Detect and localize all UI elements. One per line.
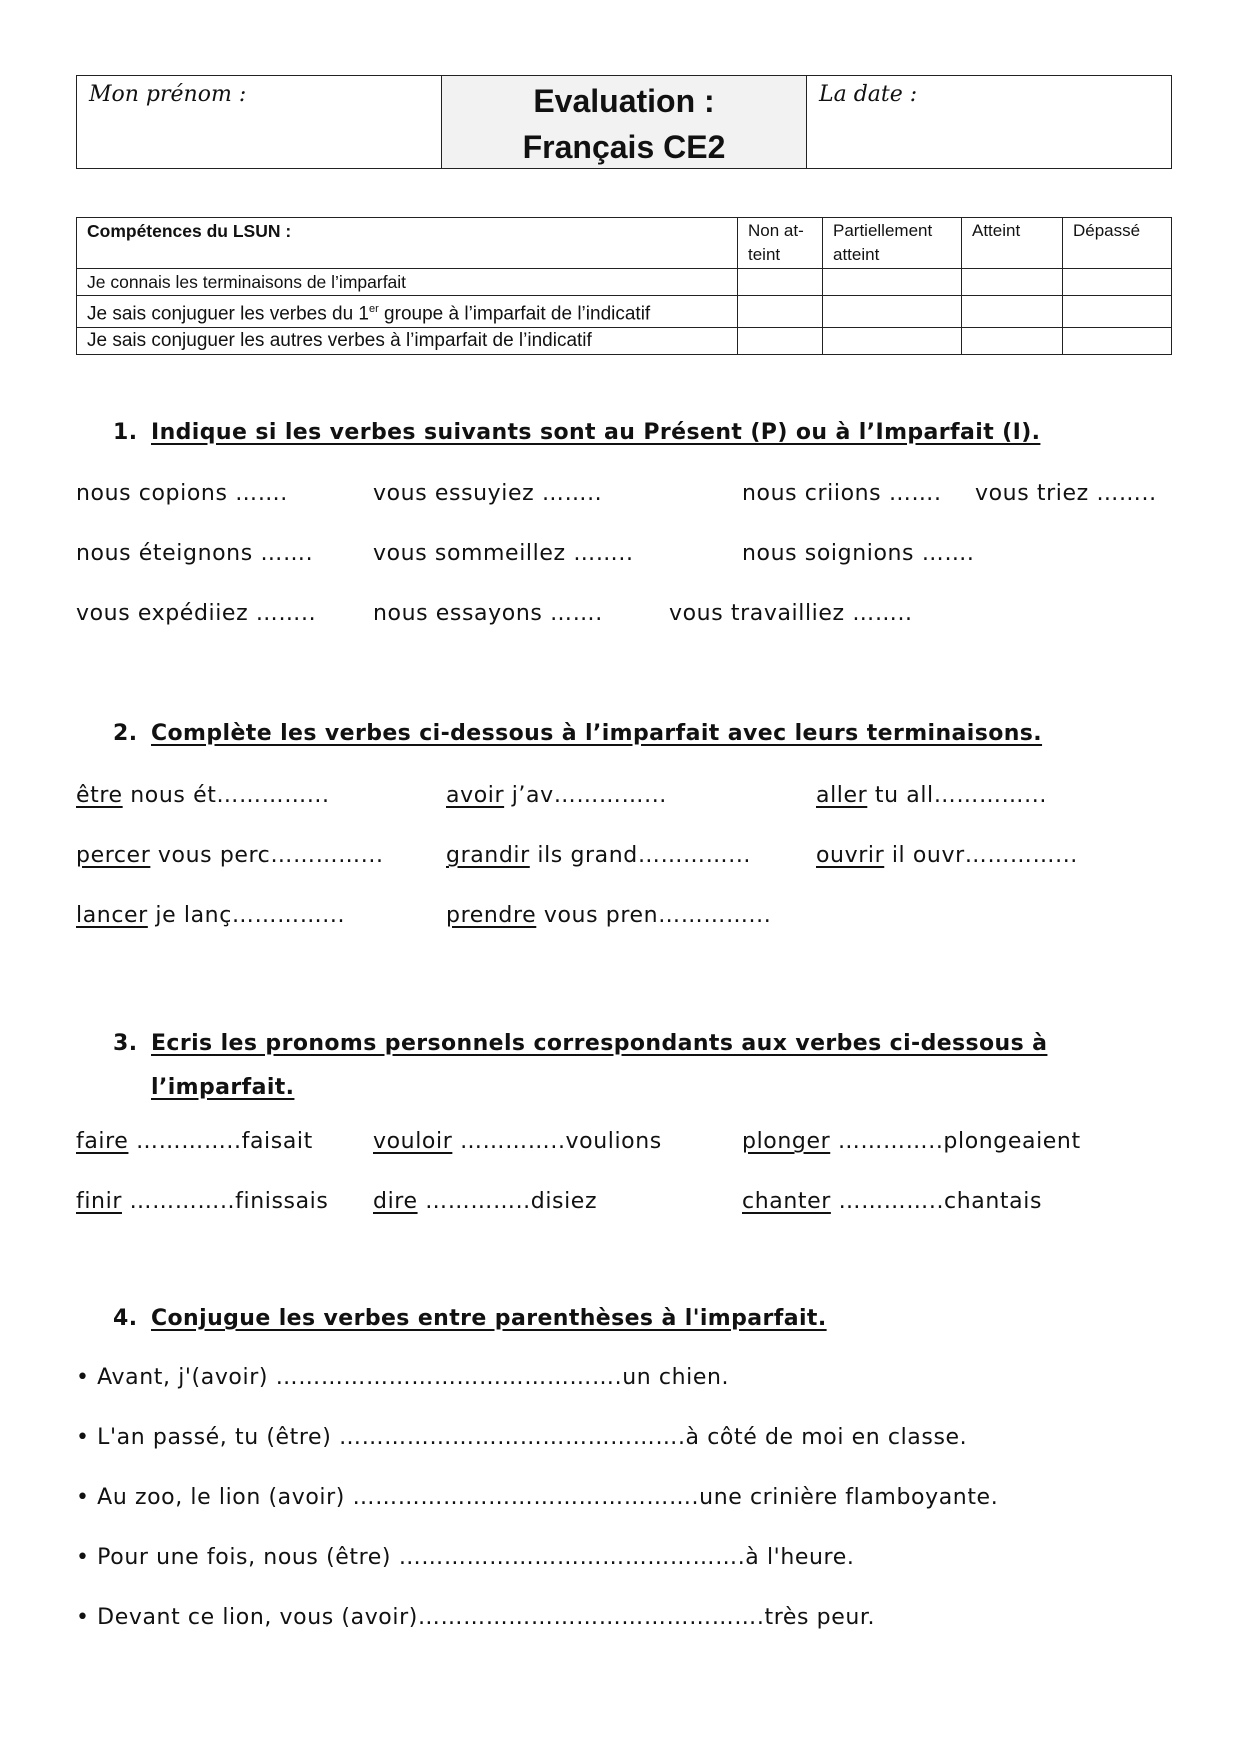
competence-2 — [77, 296, 738, 328]
ex2-item[interactable] — [76, 903, 345, 928]
verb: chanter — [742, 1189, 831, 1214]
bullet-icon: • — [76, 1425, 90, 1450]
ex3-title — [113, 1022, 1047, 1110]
sentence-text: Pour une fois, nous (être) ……………………………………….à l'heure. — [97, 1545, 855, 1570]
table-row — [77, 328, 1172, 355]
verb: ouvrir — [816, 843, 885, 868]
check-cell[interactable] — [1063, 296, 1172, 328]
level-atteint: Atteint — [962, 218, 1063, 269]
ex1-number: 1. — [113, 420, 138, 445]
sentence-item[interactable] — [76, 1485, 998, 1510]
answer: vous pren…………... — [536, 903, 772, 928]
answer: tu all…………... — [867, 783, 1047, 808]
verb: prendre — [446, 903, 537, 928]
check-cell[interactable] — [823, 269, 962, 296]
prenom-label: Mon prénom : — [89, 82, 247, 107]
answer: nous ét…………... — [122, 783, 330, 808]
verb: plonger — [742, 1129, 831, 1154]
ex2-item[interactable] — [76, 843, 384, 868]
check-cell[interactable] — [962, 296, 1063, 328]
check-cell[interactable] — [823, 328, 962, 355]
competence-3: Je sais conjuguer les autres verbes à l’imparfait de l’indicatif — [77, 328, 738, 355]
answer: …………..faisait — [128, 1129, 313, 1154]
sentence-item[interactable] — [76, 1605, 875, 1630]
ex3-item[interactable] — [76, 1189, 328, 1214]
competence-2-sup: er — [369, 303, 379, 315]
sentence-text: L'an passé, tu (être) ……………………………………….à côté de moi en classe. — [97, 1425, 968, 1450]
bullet-icon: • — [76, 1545, 90, 1570]
ex1-item[interactable]: vous sommeillez …….. — [373, 541, 634, 566]
bullet-icon: • — [76, 1365, 90, 1390]
ex3-item[interactable] — [742, 1189, 1042, 1214]
ex3-title-line-1: Ecris les pronoms personnels correspondants aux verbes ci-dessous à — [151, 1031, 1048, 1056]
date-label: La date : — [819, 82, 918, 107]
competence-2-pre: Je sais conjuguer les verbes du 1 — [87, 303, 369, 325]
check-cell[interactable] — [823, 296, 962, 328]
title-line-1: Evaluation : — [533, 83, 715, 119]
check-cell[interactable] — [1063, 269, 1172, 296]
ex2-item[interactable] — [76, 783, 330, 808]
check-cell[interactable] — [962, 269, 1063, 296]
verb: avoir — [446, 783, 505, 808]
bullet-icon: • — [76, 1605, 90, 1630]
ex4-title-text: Conjugue les verbes entre parenthèses à l'imparfait. — [151, 1306, 827, 1331]
answer: …………..disiez — [417, 1189, 598, 1214]
ex4-number: 4. — [113, 1306, 138, 1331]
ex1-title — [113, 420, 1040, 445]
check-cell[interactable] — [738, 296, 823, 328]
ex1-item[interactable]: nous criions ……. — [742, 481, 942, 506]
title-cell — [442, 76, 807, 168]
ex2-item[interactable] — [816, 783, 1047, 808]
check-cell[interactable] — [962, 328, 1063, 355]
table-row — [77, 296, 1172, 328]
sentence-text: Devant ce lion, vous (avoir)……………………………………….très peur. — [97, 1605, 876, 1630]
date-cell[interactable] — [807, 76, 1171, 168]
ex3-item[interactable] — [76, 1129, 313, 1154]
verb: faire — [76, 1129, 129, 1154]
level-depasse: Dépassé — [1063, 218, 1172, 269]
bullet-icon: • — [76, 1485, 90, 1510]
ex3-title-line-2: l’imparfait. — [151, 1075, 295, 1100]
verb: dire — [373, 1189, 418, 1214]
verb: grandir — [446, 843, 530, 868]
sentence-item[interactable] — [76, 1425, 967, 1450]
competences-table — [76, 217, 1172, 355]
check-cell[interactable] — [738, 328, 823, 355]
answer: …………..finissais — [121, 1189, 329, 1214]
title-line-2: Français CE2 — [522, 129, 726, 165]
answer: j’av…………... — [504, 783, 667, 808]
competence-1: Je connais les terminaisons de l’imparfait — [77, 269, 738, 296]
ex4-title — [113, 1306, 827, 1331]
ex1-item[interactable]: vous triez …….. — [975, 481, 1157, 506]
ex1-item[interactable]: nous soignions ……. — [742, 541, 975, 566]
ex2-title — [113, 721, 1042, 746]
ex3-item[interactable] — [373, 1189, 597, 1214]
ex2-title-text: Complète les verbes ci-dessous à l’imparfait avec leurs terminaisons. — [151, 721, 1043, 746]
level-non-atteint: Non at-teint — [738, 218, 823, 269]
ex3-item[interactable] — [373, 1129, 662, 1154]
competence-2-post: groupe à l’imparfait de l’indicatif — [378, 303, 651, 325]
ex1-item[interactable]: nous éteignons ……. — [76, 541, 314, 566]
verb: finir — [76, 1189, 122, 1214]
answer: vous perc…………... — [150, 843, 384, 868]
header-box — [76, 75, 1172, 169]
check-cell[interactable] — [738, 269, 823, 296]
ex1-item[interactable]: nous essayons ……. — [373, 601, 603, 626]
ex2-item[interactable] — [446, 843, 751, 868]
ex1-item[interactable]: vous essuyiez …….. — [373, 481, 603, 506]
ex2-number: 2. — [113, 721, 138, 746]
ex2-item[interactable] — [816, 843, 1078, 868]
verb: percer — [76, 843, 151, 868]
answer: je lanç…………... — [147, 903, 346, 928]
answer: ils grand…………... — [529, 843, 752, 868]
ex1-item[interactable]: vous expédiiez …….. — [76, 601, 317, 626]
table-header-row — [77, 218, 1172, 269]
ex2-item[interactable] — [446, 903, 771, 928]
prenom-cell[interactable] — [77, 76, 442, 168]
sentence-item[interactable] — [76, 1545, 854, 1570]
sentence-item[interactable] — [76, 1365, 729, 1390]
answer: …………..plongeaient — [830, 1129, 1081, 1154]
answer: …………..chantais — [830, 1189, 1042, 1214]
ex1-item[interactable]: vous travailliez …….. — [669, 601, 913, 626]
ex3-item[interactable] — [742, 1129, 1081, 1154]
check-cell[interactable] — [1063, 328, 1172, 355]
verb: être — [76, 783, 123, 808]
competences-header: Compétences du LSUN : — [77, 218, 738, 269]
sentence-text: Au zoo, le lion (avoir) ……………………………………….une crinière flamboyante. — [97, 1485, 999, 1510]
verb: aller — [816, 783, 868, 808]
verb: vouloir — [373, 1129, 453, 1154]
ex3-number: 3. — [113, 1031, 138, 1056]
table-row — [77, 269, 1172, 296]
ex2-item[interactable] — [446, 783, 667, 808]
answer: il ouvr…………... — [884, 843, 1078, 868]
verb: lancer — [76, 903, 148, 928]
ex1-item[interactable]: nous copions ……. — [76, 481, 288, 506]
answer: …………..voulions — [452, 1129, 662, 1154]
sentence-text: Avant, j'(avoir) ……………………………………….un chien. — [97, 1365, 730, 1390]
level-partiellement: Partiellement atteint — [823, 218, 962, 269]
ex1-title-text: Indique si les verbes suivants sont au Présent (P) ou à l’Imparfait (I). — [151, 420, 1041, 445]
